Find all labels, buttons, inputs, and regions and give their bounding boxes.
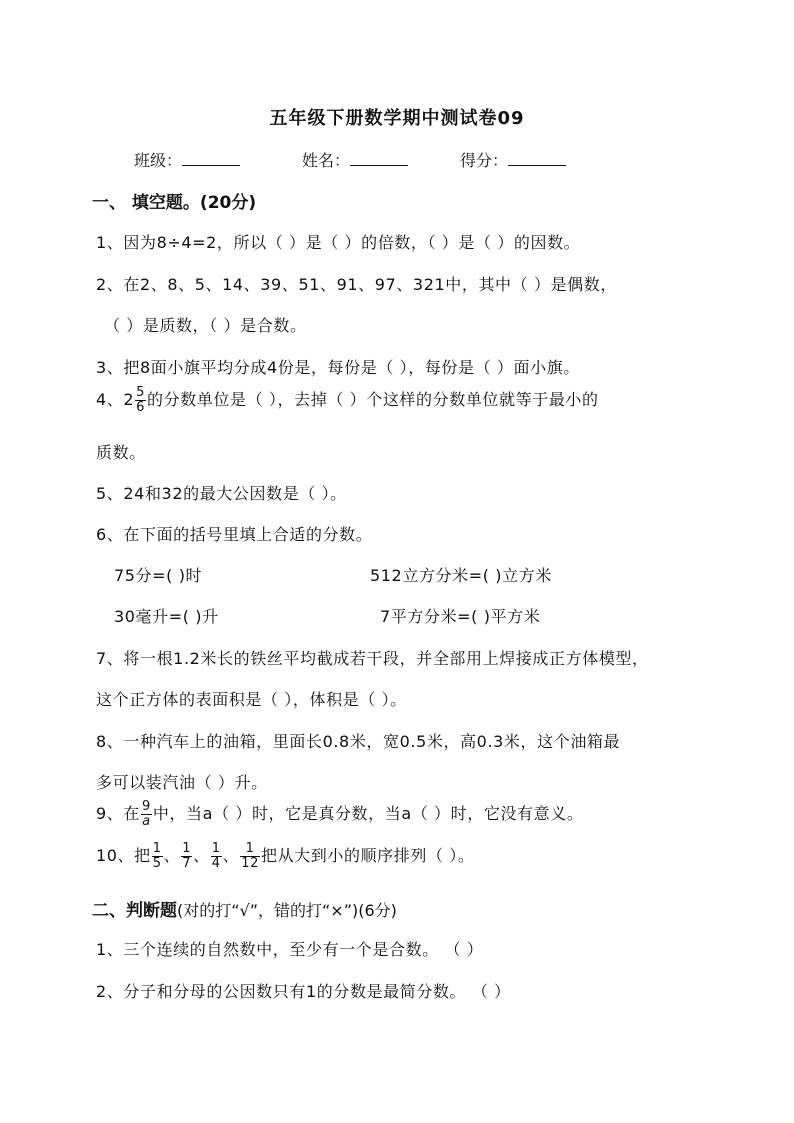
score-label: 得分：	[460, 151, 509, 170]
question-6-item-b: 512立方分米=( )立方米	[370, 566, 552, 585]
class-field	[134, 148, 240, 171]
question-6-item-a: 75分=( )时	[114, 566, 203, 585]
question-7-line-1: 7、将一根1.2米长的铁丝平均截成若干段，并全部用上焊接成正方体模型，	[96, 649, 649, 668]
question-7-line-2: 这个正方体的表面积是（ ），体积是（ ）。	[96, 690, 407, 709]
fraction: $\frac{1}{12}$	[241, 841, 259, 871]
section-2-title: 二、判断题	[92, 901, 177, 921]
fraction: $\frac{5}{6}$	[136, 385, 146, 415]
score-blank[interactable]	[508, 151, 566, 166]
question-8-line-1: 8、一种汽车上的油箱，里面长0.8米，宽0.5米，高0.3米，这个油箱最	[96, 732, 621, 751]
question-1: 1、因为8÷4=2，所以（ ）是（ ）的倍数，（ ）是（ ）的因数。	[96, 233, 581, 252]
class-label: 班级：	[134, 151, 183, 170]
fraction: $\frac{1}{7}$	[182, 841, 192, 871]
judge-question-2: 2、分子和分母的公因数只有1的分数是最简分数。 （ ）	[96, 982, 511, 1001]
name-label: 姓名：	[302, 151, 351, 170]
question-6-item-c: 30毫升=( )升	[114, 607, 219, 626]
question-9: 9、在 $\frac{9}{a}$ 中，当a（ ）时，它是真分数，当a（ ）时，它没有意义。	[96, 799, 584, 829]
question-5: 5、24和32的最大公因数是（ ）。	[96, 484, 347, 503]
name-blank[interactable]	[350, 151, 408, 166]
score-field	[460, 148, 566, 171]
question-2-line-2: （ ）是质数，（ ）是合数。	[104, 316, 307, 335]
fraction: $\frac{1}{4}$	[211, 841, 221, 871]
question-2-line-1: 2、在2、8、5、14、39、51、91、97、321中，其中（ ）是偶数，	[96, 275, 617, 294]
judge-question-1: 1、三个连续的自然数中，至少有一个是合数。 （ ）	[96, 940, 484, 959]
question-3: 3、把8面小旗平均分成4份是，每份是（ ），每份是（ ）面小旗。	[96, 358, 580, 377]
fraction: $\frac{1}{5}$	[152, 841, 162, 871]
question-4-line-1: 4、2 $\frac{5}{6}$ 的分数单位是（ ），去掉（ ）个这样的分数单位就等于最小的	[96, 385, 599, 415]
section-2-note: (对的打“√”，错的打“×”)(6分)	[177, 901, 397, 920]
name-field	[302, 148, 408, 171]
question-6-item-d: 7平方分米=( )平方米	[380, 607, 541, 626]
page-title: 五年级下册数学期中测试卷09	[269, 108, 525, 129]
class-blank[interactable]	[182, 151, 240, 166]
section-1-heading: 一、 填空题。(20分)	[92, 193, 257, 213]
question-8-line-2: 多可以装汽油（ ）升。	[96, 773, 268, 792]
fraction: $\frac{9}{a}$	[141, 799, 151, 829]
question-4-line-2: 质数。	[96, 443, 146, 462]
question-10: 10、把 $\frac{1}{5}$ 、 $\frac{1}{7}$ 、 $\frac{1}{4}$ 、 $\frac{1}{12}$ 把从大到小的顺序排列（ ）。	[96, 841, 475, 871]
question-6: 6、在下面的括号里填上合适的分数。	[96, 525, 373, 544]
section-2-heading	[92, 896, 397, 921]
